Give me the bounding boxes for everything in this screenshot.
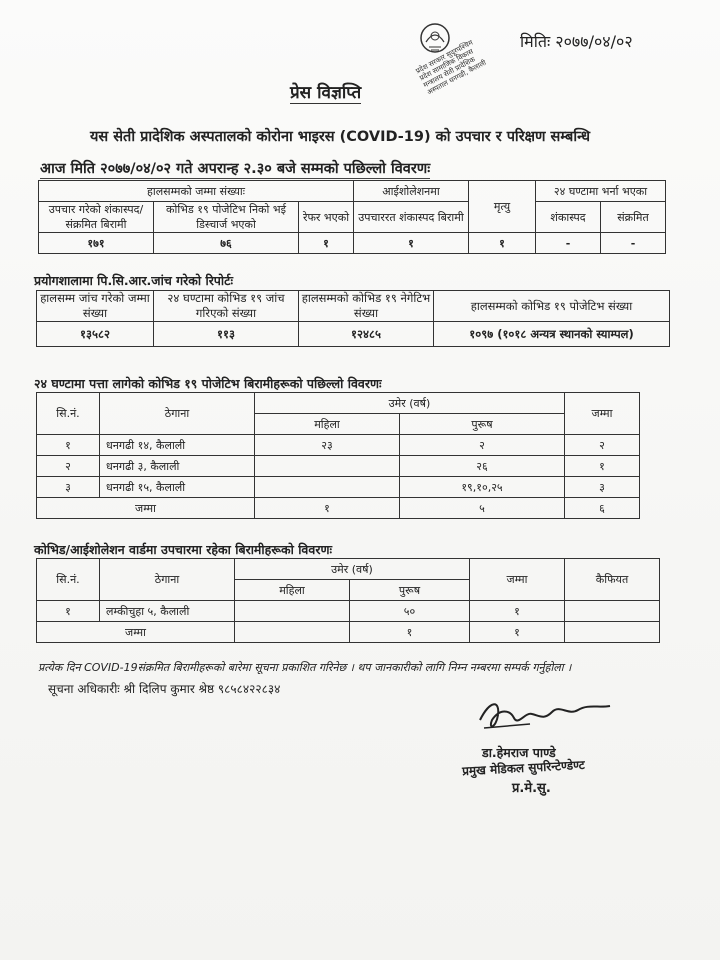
table-cell: १ [470,601,565,622]
col-isolation: उपचाररत शंकास्पद बिरामी [354,202,469,233]
table-cell: १ [37,435,100,456]
signer-title: प्रमुख मेडिकल सुपरिन्टेण्डेण्ट [461,757,586,779]
table-cell [565,622,660,643]
table-total-row [37,622,660,643]
table-cell: २६ [400,456,565,477]
col-male: पुरूष [350,580,470,601]
seal-text: प्रदेश सरकार सुदूरपश्चिम प्रदेश सामाजिक विकास मन्त्रालय सेती प्रादेशिक अस्पताल धनगढी, कैलाली [414,38,488,97]
intro-line-2: आज मिति २०७७/०४/०२ गते अपरान्ह २.३० बजे सम्मको पछिल्लो विवरणः [40,158,430,179]
table-cell: १ [565,456,640,477]
col-female: महिला [235,580,350,601]
table-cell: ५ [400,498,565,519]
table-cell: जम्मा [37,622,235,643]
signature-icon [470,690,620,740]
table-row [37,435,640,456]
table-cell: १७१ [39,233,154,254]
positive24-table [36,392,640,519]
table-cell: १ [354,233,469,254]
table-cell: २ [37,456,100,477]
table-cell: १२४८५ [299,322,434,347]
col-address: ठेगाना [100,393,255,435]
table-cell: - [536,233,601,254]
table-row [37,601,660,622]
lab-table [36,290,670,347]
table-row [37,456,640,477]
col-suspect: शंकास्पद [536,202,601,233]
table-cell: धनगढी १४, कैलाली [100,435,255,456]
col-total: जम्मा [565,393,640,435]
table-cell: धनगढी ३, कैलाली [100,456,255,477]
table-cell: १०९७ (१०१८ अन्यत्र स्थानको स्याम्पल) [434,322,670,347]
col-discharged: कोभिड १९ पोजेटिभ निको भई डिस्चार्ज भएको [154,202,299,233]
table-cell [235,601,350,622]
signer-org: प्र.मे.सु. [512,781,551,796]
col-death: मृत्यु [469,181,536,233]
col-referred: रेफर भएको [299,202,354,233]
signer-name: डा.हेमराज पाण्डे [482,745,556,760]
col-tested-total: हालसम्म जांच गरेको जम्मा संख्या [37,291,154,322]
table-cell: जम्मा [37,498,255,519]
lab-heading: प्रयोगशालामा पि.सि.आर.जांच गरेको रिपोर्टः [34,273,233,288]
table-cell: ११३ [154,322,299,347]
col-sn: सि.नं. [37,393,100,435]
table-cell: २ [400,435,565,456]
intro-line-1: यस सेती प्रादेशिक अस्पतालको कोरोना भाइरस (COVID-19) को उपचार र परिक्षण सम्बन्धि [90,129,591,145]
table-cell: १९,१०,२५ [400,477,565,498]
table-cell: ३ [37,477,100,498]
isolation-heading: कोभिड/आईशोलेशन वार्डमा उपचारमा रहेका बिरामीहरूको विवरणः [34,542,333,557]
table-cell: १ [350,622,470,643]
page-title: प्रेस विज्ञप्ति [290,80,361,104]
group-isolation-header: आईशोलेशनमा [354,181,469,202]
table-cell: - [601,233,666,254]
table-cell [565,601,660,622]
col-age: उमेर (वर्ष) [235,559,470,580]
table-cell: ७६ [154,233,299,254]
col-tested-24h: २४ घण्टामा कोभिड १९ जांच गरिएको संख्या [154,291,299,322]
group-total-header: हालसम्मको जम्मा संख्याः [39,181,354,202]
col-total: जम्मा [470,559,565,601]
info-officer: सूचना अधिकारीः श्री दिलिप कुमार श्रेष्ठ ९८५८४२२८३४ [48,682,281,696]
footer-note: प्रत्येक दिन COVID-19संक्रमित बिरामीहरूको बारेमा सूचना प्रकाशित गरिनेछ । थप जानकारीको लागि निम्न नम्बरमा सम्पर्क गर्नुहोला । [38,661,572,674]
table-cell [235,622,350,643]
table-cell: २ [565,435,640,456]
summary-table [38,180,666,254]
col-male: पुरूष [400,414,565,435]
col-treatment: उपचार गरेको शंकास्पद/संक्रमित बिरामी [39,202,154,233]
positive24-heading: २४ घण्टामा पत्ता लागेको कोभिड १९ पोजेटिभ बिरामीहरूको पछिल्लो विवरणः [34,376,382,391]
table-cell [255,456,400,477]
table-cell: ६ [565,498,640,519]
col-female: महिला [255,414,400,435]
table-total-row [37,498,640,519]
isolation-table [36,558,660,643]
table-cell: १ [299,233,354,254]
col-age: उमेर (वर्ष) [255,393,565,414]
table-cell: १ [255,498,400,519]
col-sn: सि.नं. [37,559,100,601]
table-cell: ३ [565,477,640,498]
table-cell: ५० [350,601,470,622]
table-cell: १ [469,233,536,254]
table-cell: १३५८२ [37,322,154,347]
table-cell: धनगढी १५, कैलाली [100,477,255,498]
col-remarks: कैफियत [565,559,660,601]
table-cell: १ [37,601,100,622]
table-row [37,477,640,498]
table-cell: १ [470,622,565,643]
table-cell: २३ [255,435,400,456]
col-address: ठेगाना [100,559,235,601]
table-cell: लम्कीचुहा ५, कैलाली [100,601,235,622]
table-cell [255,477,400,498]
col-positive: हालसम्मको कोभिड १९ पोजेटिभ संख्या [434,291,670,322]
document-date: मितिः २०७७/०४/०२ [520,32,633,51]
col-infected: संक्रमित [601,202,666,233]
col-negative: हालसम्मको कोभिड १९ नेगेटिभ संख्या [299,291,434,322]
group-24h-header: २४ घण्टामा भर्ना भएका [536,181,666,202]
